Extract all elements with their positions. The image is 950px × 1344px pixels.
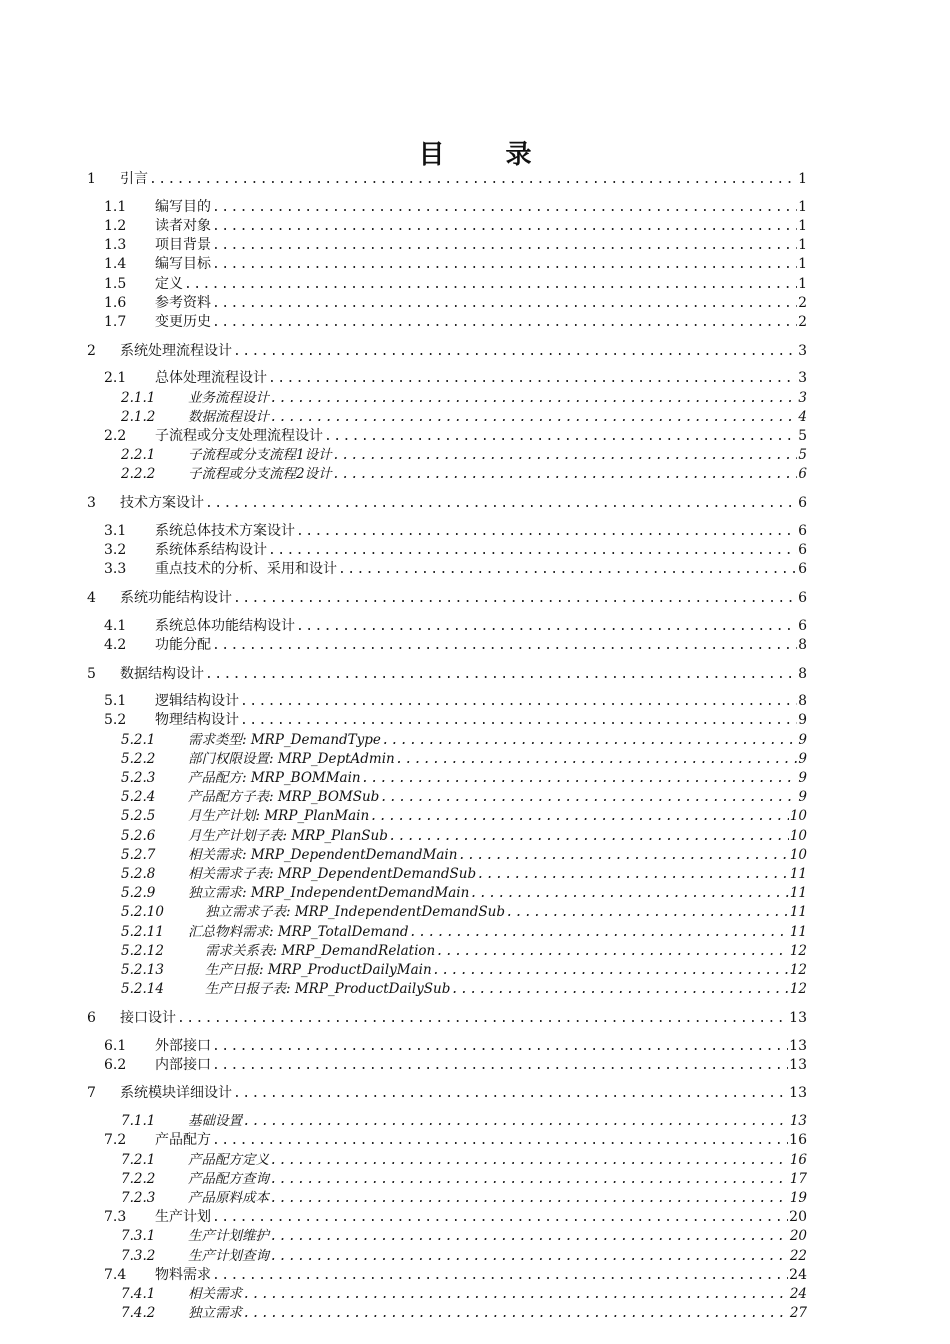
- toc-entry[interactable]: [87, 827, 807, 846]
- toc-entry[interactable]: [87, 217, 807, 236]
- toc-entry[interactable]: [87, 294, 807, 313]
- toc-entry[interactable]: [87, 465, 807, 484]
- toc-entry-title: 接口设计: [120, 1009, 176, 1026]
- toc-entry-title: 相关需求子表: MRP_DependentDemandSub: [188, 865, 477, 882]
- toc-entry-title: 需求关系表: MRP_DemandRelation: [205, 942, 436, 959]
- toc-entry[interactable]: [87, 522, 807, 541]
- toc-entry-number: 1: [87, 171, 96, 187]
- toc-entry-page-number: 9: [798, 712, 807, 729]
- toc-entry[interactable]: [87, 589, 807, 608]
- toc-entry-page-number: 5: [798, 427, 807, 444]
- toc-entry-number: 5.2.9: [121, 885, 156, 902]
- toc-leader-dots: [212, 1037, 788, 1056]
- toc-leader-dots: [436, 942, 789, 961]
- toc-entry-title: 物理结构设计: [155, 712, 239, 729]
- toc-entry-title: 外部接口: [155, 1037, 211, 1054]
- toc-leader-dots: [205, 494, 797, 513]
- toc-entry-page-number: 6: [798, 495, 807, 511]
- toc-entry[interactable]: [87, 1189, 807, 1208]
- toc-entry-number: 2.1: [104, 370, 127, 387]
- toc-entry-title: 参考资料: [155, 294, 211, 311]
- toc-entry-page-number: 1: [798, 217, 807, 234]
- toc-leader-dots: [396, 750, 798, 769]
- toc-entry-title: 产品配方查询: [188, 1170, 269, 1187]
- toc-leader-dots: [240, 711, 797, 730]
- toc-entry[interactable]: [87, 494, 807, 513]
- toc-leader-dots: [240, 692, 797, 711]
- toc-leader-dots: [212, 1131, 788, 1150]
- toc-entry[interactable]: [87, 446, 807, 465]
- toc-entry[interactable]: [87, 1170, 807, 1189]
- toc-entry-title: 产品配方定义: [188, 1151, 269, 1168]
- toc-entry-page-number: 1: [798, 198, 807, 215]
- toc-leader-dots: [477, 865, 789, 884]
- toc-entry-title: 系统处理流程设计: [120, 342, 232, 359]
- toc-entry-page-number: 11: [789, 904, 807, 921]
- toc-entry-number: 7.2: [104, 1132, 127, 1149]
- toc-entry[interactable]: [87, 1084, 807, 1103]
- toc-entry-page-number: 9: [798, 789, 807, 806]
- toc-leader-dots: [362, 769, 798, 788]
- toc-entry[interactable]: [87, 980, 807, 999]
- toc-entry-title: 子流程或分支流程2设计: [188, 466, 332, 483]
- toc-leader-dots: [333, 446, 798, 465]
- toc-entry[interactable]: [87, 342, 807, 361]
- toc-entry-page-number: 1: [798, 275, 807, 292]
- toc-entry-page-number: 8: [798, 636, 807, 653]
- toc-leader-dots: [205, 665, 797, 684]
- toc-entry-page-number: 12: [789, 942, 807, 959]
- toc-leader-dots: [324, 427, 797, 446]
- toc-entry[interactable]: [87, 750, 807, 769]
- toc-entry-title: 子流程或分支处理流程设计: [155, 427, 323, 444]
- toc-entry-number: 3.2: [104, 541, 127, 558]
- toc-entry-title: 月生产计划: MRP_PlanMain: [188, 808, 370, 825]
- toc-entry-title: 系统总体技术方案设计: [155, 522, 295, 539]
- toc-entry-page-number: 13: [789, 1085, 807, 1102]
- toc-entry-page-number: 9: [798, 770, 807, 787]
- toc-entry-number: 5.2.11: [121, 923, 164, 940]
- toc-leader-dots: [184, 275, 797, 294]
- toc-entry[interactable]: [87, 1131, 807, 1150]
- toc-leader-dots: [458, 846, 788, 865]
- toc-entry-number: 7.1.1: [121, 1113, 156, 1130]
- toc-entry-page-number: 27: [789, 1305, 807, 1322]
- toc-entry[interactable]: [87, 541, 807, 560]
- toc-leader-dots: [270, 1227, 789, 1246]
- toc-entry-number: 1.2: [104, 217, 127, 234]
- toc-entry[interactable]: [87, 1009, 807, 1028]
- toc-leader-dots: [233, 589, 797, 608]
- toc-entry-title: 物料需求: [155, 1266, 211, 1283]
- toc-entry-page-number: 1: [798, 237, 807, 254]
- toc-entry[interactable]: [87, 1037, 807, 1056]
- toc-entry[interactable]: [87, 1304, 807, 1323]
- toc-entry[interactable]: [87, 846, 807, 865]
- toc-entry-title: 变更历史: [155, 313, 211, 330]
- toc-leader-dots: [270, 1189, 789, 1208]
- toc-entry-title: 产品配方: [155, 1132, 211, 1149]
- toc-entry-title: 功能分配: [155, 636, 211, 653]
- toc-entry-number: 5.1: [104, 693, 127, 710]
- toc-entry-page-number: 12: [789, 961, 807, 978]
- toc-entry-number: 7.3.2: [121, 1247, 156, 1264]
- toc-entry-number: 7.4.1: [121, 1285, 156, 1302]
- toc-entry-title: 逻辑结构设计: [155, 693, 239, 710]
- toc-entry-title: 独立需求: [188, 1305, 242, 1322]
- toc-entry[interactable]: [87, 636, 807, 655]
- toc-leader-dots: [212, 636, 797, 655]
- toc-entry-title: 生产计划查询: [188, 1247, 269, 1264]
- toc-entry-page-number: 13: [789, 1113, 807, 1130]
- toc-leader-dots: [268, 541, 797, 560]
- toc-entry-page-number: 19: [789, 1189, 807, 1206]
- toc-entry[interactable]: [87, 170, 807, 189]
- toc-entry-title: 生产计划: [155, 1209, 211, 1226]
- toc-entry-number: 5.2.8: [121, 865, 156, 882]
- toc-leader-dots: [389, 827, 789, 846]
- toc-leader-dots: [338, 560, 797, 579]
- toc-entry-page-number: 11: [789, 923, 807, 940]
- toc-entry-number: 2.2: [104, 427, 127, 444]
- toc-entry-title: 读者对象: [155, 217, 211, 234]
- toc-entry-number: 3.1: [104, 522, 127, 539]
- toc-entry-number: 7.3.1: [121, 1228, 156, 1245]
- toc-leader-dots: [333, 465, 798, 484]
- toc-entry-number: 5.2.10: [121, 904, 164, 921]
- toc-entry[interactable]: [87, 923, 807, 942]
- toc-entry-number: 3.3: [104, 561, 127, 578]
- toc-entry-title: 技术方案设计: [120, 495, 204, 511]
- toc-entry-number: 2.1.2: [121, 408, 156, 425]
- toc-leader-dots: [296, 522, 797, 541]
- toc-entry-page-number: 1: [798, 256, 807, 273]
- toc-leader-dots: [149, 170, 797, 189]
- toc-entry-number: 6: [87, 1009, 96, 1026]
- toc-entry-page-number: 17: [789, 1170, 807, 1187]
- toc-entry-number: 5.2.4: [121, 789, 156, 806]
- toc-entry-number: 4.2: [104, 636, 127, 653]
- toc-entry[interactable]: [87, 617, 807, 636]
- toc-entry[interactable]: [87, 665, 807, 684]
- toc-entry-page-number: 13: [789, 1056, 807, 1073]
- toc-entry-page-number: 2: [798, 313, 807, 330]
- toc-leader-dots: [268, 369, 797, 388]
- toc-entry[interactable]: [87, 903, 807, 922]
- toc-entry[interactable]: [87, 1285, 807, 1304]
- toc-entry-title: 系统模块详细设计: [120, 1085, 232, 1102]
- toc-entry-page-number: 16: [789, 1151, 807, 1168]
- toc-entry-page-number: 3: [798, 370, 807, 387]
- toc-entry-title: 独立需求: MRP_IndependentDemandMain: [188, 885, 470, 902]
- toc-entry-page-number: 20: [789, 1228, 807, 1245]
- toc-entry[interactable]: [87, 1056, 807, 1075]
- toc-entry-number: 5.2.14: [121, 981, 164, 998]
- toc-leader-dots: [270, 1151, 789, 1170]
- toc-entry[interactable]: [87, 275, 807, 294]
- toc-entry-page-number: 6: [798, 617, 807, 634]
- toc-entry[interactable]: [87, 942, 807, 961]
- toc-entry-page-number: 3: [798, 389, 807, 406]
- toc-entry[interactable]: [87, 961, 807, 980]
- toc-entry-page-number: 10: [789, 808, 807, 825]
- toc-entry[interactable]: [87, 769, 807, 788]
- toc-entry-title: 产品配方子表: MRP_BOMSub: [188, 789, 380, 806]
- toc-entry-page-number: 8: [798, 665, 807, 682]
- toc-entry[interactable]: [87, 236, 807, 255]
- toc-entry[interactable]: [87, 408, 807, 427]
- toc-entry-title: 数据流程设计: [188, 408, 269, 425]
- toc-entry-number: 1.5: [104, 275, 127, 292]
- toc-entry[interactable]: [87, 255, 807, 274]
- toc-leader-dots: [212, 217, 797, 236]
- toc-entry-number: 7.3: [104, 1209, 127, 1226]
- toc-entry[interactable]: [87, 389, 807, 408]
- toc-entry-number: 5.2.6: [121, 827, 156, 844]
- toc-title: 目 录: [418, 140, 558, 170]
- toc-leader-dots: [243, 1304, 789, 1323]
- toc-entry-number: 5: [87, 665, 96, 682]
- toc-entry-page-number: 9: [798, 731, 807, 748]
- toc-leader-dots: [270, 389, 797, 408]
- toc-entry-title: 生产计划维护: [188, 1228, 269, 1245]
- toc-entry-page-number: 1: [798, 171, 807, 187]
- toc-leader-dots: [212, 198, 797, 217]
- toc-entry-number: 1.1: [104, 198, 127, 215]
- toc-leader-dots: [270, 1247, 789, 1266]
- toc-entry[interactable]: [87, 560, 807, 579]
- toc-entry-title: 相关需求: [188, 1285, 242, 1302]
- toc-entry[interactable]: [87, 788, 807, 807]
- toc-entry-page-number: 8: [798, 693, 807, 710]
- toc-leader-dots: [212, 236, 797, 255]
- toc-entry-number: 2.2.1: [121, 447, 156, 464]
- toc-leader-dots: [270, 1170, 789, 1189]
- toc-entry-title: 部门权限设置: MRP_DeptAdmin: [188, 750, 395, 767]
- toc-entry-title: 编写目标: [155, 256, 211, 273]
- toc-entry-title: 生产日报: MRP_ProductDailyMain: [205, 961, 432, 978]
- toc-entry-page-number: 20: [789, 1209, 807, 1226]
- toc-entry-title: 系统总体功能结构设计: [155, 617, 295, 634]
- toc-leader-dots: [243, 1285, 789, 1304]
- toc-entry-number: 4.1: [104, 617, 127, 634]
- toc-leader-dots: [410, 923, 789, 942]
- toc-entry-page-number: 6: [798, 522, 807, 539]
- toc-entry-number: 1.3: [104, 237, 127, 254]
- toc-entry-page-number: 24: [789, 1285, 807, 1302]
- toc-entry-page-number: 9: [798, 750, 807, 767]
- toc-entry-page-number: 11: [789, 885, 807, 902]
- toc-entry-page-number: 6: [798, 466, 807, 483]
- toc-leader-dots: [177, 1009, 788, 1028]
- toc-leader-dots: [296, 617, 797, 636]
- toc-entry[interactable]: [87, 369, 807, 388]
- toc-entry[interactable]: [87, 731, 807, 750]
- toc-entry-title: 独立需求子表: MRP_IndependentDemandSub: [205, 904, 505, 921]
- toc-leader-dots: [212, 1056, 788, 1075]
- toc-entry-title: 子流程或分支流程1设计: [188, 447, 332, 464]
- toc-entry-title: 汇总物料需求: MRP_TotalDemand: [188, 923, 409, 940]
- toc-leader-dots: [212, 1266, 788, 1285]
- toc-entry-page-number: 5: [798, 447, 807, 464]
- toc-leader-dots: [382, 731, 797, 750]
- toc-entry-number: 5.2.1: [121, 731, 156, 748]
- toc-entry-page-number: 6: [798, 589, 807, 606]
- toc-entry[interactable]: [87, 1208, 807, 1227]
- toc-leader-dots: [506, 903, 789, 922]
- toc-leader-dots: [233, 342, 797, 361]
- toc-entry-number: 5.2.12: [121, 942, 164, 959]
- toc-entry[interactable]: [87, 807, 807, 826]
- toc-leader-dots: [470, 884, 789, 903]
- toc-entry-page-number: 12: [789, 981, 807, 998]
- toc-entry[interactable]: [87, 884, 807, 903]
- toc-entry[interactable]: [87, 865, 807, 884]
- toc-entry-page-number: 16: [789, 1132, 807, 1149]
- toc-entry-title: 需求类型: MRP_DemandType: [188, 731, 381, 748]
- toc-entry-title: 重点技术的分析、采用和设计: [155, 561, 337, 578]
- toc-leader-dots: [233, 1084, 788, 1103]
- toc-entry-number: 7: [87, 1085, 96, 1102]
- toc-entry[interactable]: [87, 1151, 807, 1170]
- toc-entry[interactable]: [87, 1266, 807, 1285]
- toc-leader-dots: [212, 294, 797, 313]
- toc-entry-number: 1.6: [104, 294, 127, 311]
- toc-entry-number: 2: [87, 342, 96, 359]
- toc-entry-number: 5.2.7: [121, 846, 156, 863]
- toc-entry-number: 7.4: [104, 1266, 127, 1283]
- toc-entry-title: 数据结构设计: [120, 665, 204, 682]
- toc-entry-title: 引言: [120, 171, 148, 187]
- toc-entry-number: 6.2: [104, 1056, 127, 1073]
- toc-entry-page-number: 6: [798, 561, 807, 578]
- toc-entry-number: 5.2.13: [121, 961, 164, 978]
- table-of-contents: [87, 170, 807, 1323]
- toc-entry-number: 5.2.3: [121, 770, 156, 787]
- toc-entry[interactable]: [87, 692, 807, 711]
- toc-entry-page-number: 3: [798, 342, 807, 359]
- toc-entry-number: 5.2.2: [121, 750, 156, 767]
- toc-entry-page-number: 10: [789, 846, 807, 863]
- toc-entry-number: 2.2.2: [121, 466, 156, 483]
- toc-entry-number: 5.2.5: [121, 808, 156, 825]
- toc-entry-number: 7.2.2: [121, 1170, 156, 1187]
- toc-entry-page-number: 6: [798, 541, 807, 558]
- toc-entry[interactable]: [87, 198, 807, 217]
- toc-entry-title: 定义: [155, 275, 183, 292]
- toc-entry-title: 系统体系结构设计: [155, 541, 267, 558]
- toc-leader-dots: [370, 807, 789, 826]
- toc-entry[interactable]: [87, 1247, 807, 1266]
- toc-entry[interactable]: [87, 1227, 807, 1246]
- toc-entry-number: 7.2.1: [121, 1151, 156, 1168]
- toc-leader-dots: [380, 788, 797, 807]
- toc-entry-page-number: 13: [789, 1037, 807, 1054]
- toc-leader-dots: [212, 1208, 788, 1227]
- toc-entry-page-number: 10: [789, 827, 807, 844]
- toc-entry-number: 5.2: [104, 712, 127, 729]
- toc-entry-title: 基础设置: [188, 1113, 242, 1130]
- toc-leader-dots: [243, 1112, 789, 1131]
- toc-entry-title: 内部接口: [155, 1056, 211, 1073]
- toc-entry-page-number: 24: [789, 1266, 807, 1283]
- toc-entry-number: 7.4.2: [121, 1305, 156, 1322]
- toc-entry[interactable]: [87, 1112, 807, 1131]
- toc-entry-title: 业务流程设计: [188, 389, 269, 406]
- toc-entry[interactable]: [87, 427, 807, 446]
- toc-leader-dots: [270, 408, 797, 427]
- toc-entry-number: 1.4: [104, 256, 127, 273]
- toc-entry-title: 生产日报子表: MRP_ProductDailySub: [205, 981, 451, 998]
- toc-entry-number: 1.7: [104, 313, 127, 330]
- toc-entry-title: 产品配方: MRP_BOMMain: [188, 770, 361, 787]
- toc-entry-page-number: 13: [789, 1009, 807, 1026]
- toc-entry-title: 总体处理流程设计: [155, 370, 267, 387]
- toc-entry-title: 月生产计划子表: MRP_PlanSub: [188, 827, 388, 844]
- toc-entry-title: 相关需求: MRP_DependentDemandMain: [188, 846, 458, 863]
- toc-entry-title: 编写目的: [155, 198, 211, 215]
- toc-entry-number: 3: [87, 495, 96, 511]
- toc-entry-number: 4: [87, 589, 96, 606]
- toc-leader-dots: [212, 313, 797, 332]
- toc-entry-number: 7.2.3: [121, 1189, 156, 1206]
- toc-leader-dots: [212, 255, 797, 274]
- toc-leader-dots: [433, 961, 789, 980]
- toc-entry-title: 项目背景: [155, 237, 211, 254]
- toc-entry-title: 产品原料成本: [188, 1189, 269, 1206]
- toc-entry-number: 2.1.1: [121, 389, 156, 406]
- toc-entry-page-number: 11: [789, 865, 807, 882]
- toc-entry-title: 系统功能结构设计: [120, 589, 232, 606]
- toc-entry[interactable]: [87, 711, 807, 730]
- toc-entry-page-number: 4: [798, 408, 807, 425]
- toc-leader-dots: [451, 980, 788, 999]
- toc-entry-number: 6.1: [104, 1037, 127, 1054]
- toc-entry[interactable]: [87, 313, 807, 332]
- toc-entry-page-number: 2: [798, 294, 807, 311]
- toc-entry-page-number: 22: [789, 1247, 807, 1264]
